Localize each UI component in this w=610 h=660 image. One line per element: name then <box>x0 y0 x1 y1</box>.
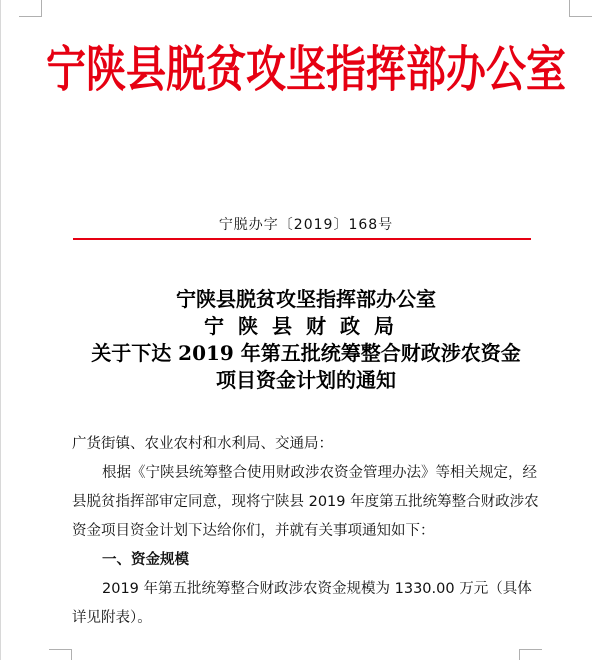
red-separator-line <box>73 238 531 240</box>
section-heading: 一、资金规模 <box>102 552 189 568</box>
document-body <box>72 430 542 633</box>
addressee-line: 广货街镇、农业农村和水利局、交通局： <box>72 436 333 452</box>
title-line-subject-2: 项目资金计划的通知 <box>216 368 396 392</box>
document-number: 宁脱办字〔2019〕168号 <box>218 217 394 233</box>
title-line-issuer-2: 宁陕县财政局 <box>204 314 408 338</box>
crop-mark-bottom-right <box>519 649 542 660</box>
crop-mark-bottom-left <box>49 649 72 660</box>
title-line-subject-1: 关于下达 2019 年第五批统筹整合财政涉农资金 <box>91 341 521 365</box>
title-line-issuer-1: 宁陕县脱贫攻坚指挥部办公室 <box>176 287 436 311</box>
document-title <box>1 286 610 394</box>
body-paragraph: 根据《宁陕县统筹整合使用财政涉农资金管理办法》等相关规定，经县脱贫指挥部审定同意，现将宁陕县 2019 年度第五批统筹整合财政涉农资金项目资金计划下达给你们，并就有关事项通知如下： <box>72 465 539 539</box>
red-masthead: 宁陕县脱贫攻坚指挥部办公室 <box>46 40 566 99</box>
crop-mark-top-left <box>19 0 42 17</box>
section-paragraph: 2019 年第五批统筹整合财政涉农资金规模为 1330.00 万元（具体详见附表）。 <box>72 581 532 626</box>
crop-mark-top-right <box>569 0 592 17</box>
